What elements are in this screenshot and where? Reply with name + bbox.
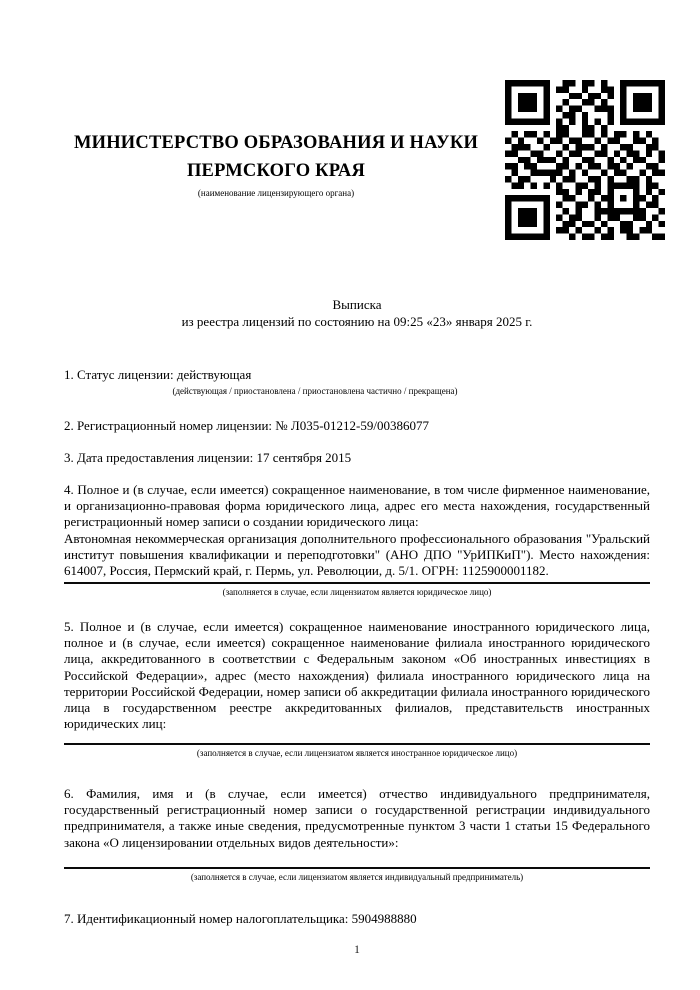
authority-name [62, 129, 490, 185]
license-item-4 [64, 482, 650, 598]
item-text: 4. Полное и (в случае, если имеется) сокращенное наименование, в том числе фирменное наименование, и организационно-правовая форма юридического лица, адрес его места нахождения, государственный регистрационный номер записи о создании юридического лица: [64, 481, 650, 530]
item-text: 6. Фамилия, имя и (в случае, если имеется) отчество индивидуального предпринимателя, государственный регистрационный номер записи о государственной регистрации индивидуального предпринимателя, а также иные сведения, предусмотренные пунктом 3 части 1 статьи 15 Федерального закона «О лицензировании отдельных видов деятельности»: [64, 785, 650, 850]
license-item-1 [64, 367, 650, 397]
item-note: (действующая / приостановлена / приостановлена частично / прекращена) [172, 386, 458, 397]
page-number: 1 [354, 944, 360, 957]
document-title-line2: из реестра лицензий по состоянию на 09:25 «23» января 2025 г. [181, 314, 533, 329]
document-body [64, 296, 650, 956]
license-item-6 [64, 786, 650, 883]
authority-name-line2: ПЕРМСКОГО КРАЯ [186, 161, 366, 181]
item-text: 3. Дата предоставления лицензии: 17 сентября 2015 [64, 449, 352, 465]
license-item-2 [64, 418, 650, 434]
license-item-7 [64, 911, 650, 927]
fill-in-rule [64, 743, 650, 745]
license-item-3 [64, 450, 650, 466]
fill-in-rule [64, 867, 650, 869]
authority-name-line1: МИНИСТЕРСТВО ОБРАЗОВАНИЯ И НАУКИ [73, 133, 479, 153]
item-note: (заполняется в случае, если лицензиатом является юридическое лицо) [222, 586, 492, 597]
authority-caption: (наименование лицензирующего органа) [197, 188, 355, 198]
item-text: 1. Статус лицензии: действующая [64, 367, 252, 382]
item-note: (заполняется в случае, если лицензиатом является индивидуальный предприниматель) [190, 871, 524, 882]
item-text: 7. Идентификационный номер налогоплательщика: 5904988880 [64, 910, 417, 926]
item-note: (заполняется в случае, если лицензиатом является иностранное юридическое лицо) [196, 747, 518, 758]
licensing-authority-header [62, 129, 490, 199]
page-footer [64, 944, 650, 956]
license-item-5 [64, 619, 650, 759]
license-items [64, 367, 650, 927]
document-title [64, 296, 650, 330]
item-text: 5. Полное и (в случае, если имеется) сокращенное наименование иностранного юридического лица, полное и (в случае, если имеется) сокращенное наименование филиала иностранного юридического лица, аккредитованного в соответствии с Федеральным законом «Об иностранных инвестициях в Российской Федерации», адрес (место нахождения) филиала иностранного юридического лица на территории Российской Федерации, номер записи об аккредитации филиала иностранного юридического лица в государственном реестре аккредитованных филиалов, представительств иностранных юридических лиц: [64, 618, 650, 732]
item-text: 2. Регистрационный номер лицензии: № Л035-01212-59/00386077 [64, 418, 430, 434]
fill-in-rule [64, 582, 650, 584]
qr-code-image [505, 80, 665, 240]
item-value: Автономная некоммерческая организация дополнительного профессионального образования "Уральский институт повышения квалификации и переподготовки" (АНО ДПО "УрИПКиП"). Место нахождения: 614007, Россия, Пермский край, г. Пермь, ул. Революции, д. 5/1. ОГРН: 1125900001182. [64, 530, 650, 579]
document-title-line1: Выписка [332, 297, 382, 312]
